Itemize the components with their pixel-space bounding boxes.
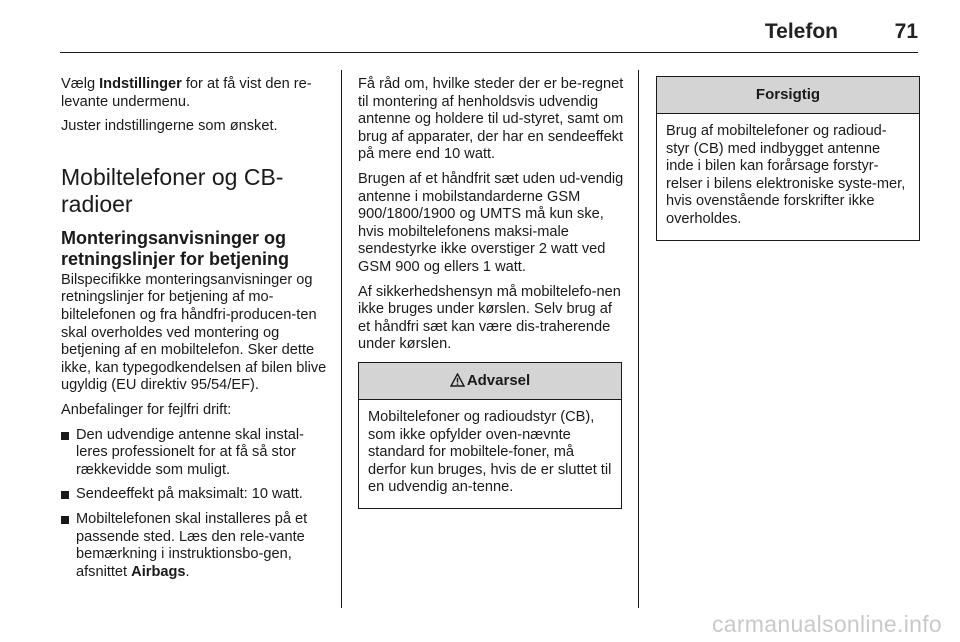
list-item: Sendeeffekt på maksimalt: 10 watt. <box>61 486 327 504</box>
subsection-heading: Monteringsanvisninger og retningslinjer for betjening <box>61 227 290 269</box>
installation-paragraph: Bilspecifikke monteringsanvisninger og retningslinjer for betjening af mo-biltelefonen og fra håndfri-producen-ten skal overholdes ved montering og betjening af en mobiltelefon. Sker dette ikke, kan typegodkendelsen af bilen blive ugyldig (EU direktiv 95/54/EF). <box>61 271 327 394</box>
adjust-paragraph: Juster indstillingerne som ønsket. <box>61 118 278 135</box>
caution-box <box>656 76 920 241</box>
column-divider <box>341 70 342 608</box>
column-divider <box>638 70 639 608</box>
bullet-square-icon <box>61 432 69 440</box>
intro-paragraph: Vælg Indstillinger for at få vist den re-levante undermenu. <box>61 76 312 110</box>
recommendations-list <box>61 427 327 582</box>
bullet-square-icon <box>61 491 69 499</box>
caution-header: Forsigtig <box>657 77 919 114</box>
column-3 <box>656 76 918 241</box>
page-title: Telefon <box>764 20 838 43</box>
warning-title: Advarsel <box>466 371 531 389</box>
menu-term: Indstillinger <box>99 76 182 92</box>
column-1 <box>61 76 327 588</box>
advice-paragraph: Få råd om, hvilke steder der er be-regnet til montering af henholdsvis udvendig antenne og holdere til ud-styret, samt om brug af apparater, der har en sendeeffekt på mere end 10 watt. <box>358 76 624 163</box>
list-item: Den udvendige antenne skal instal-leres professionelt for at få så stor rækkevidde som muligt. <box>61 427 327 480</box>
warning-text: Mobiltelefoner og radioudstyr (CB), som ikke opfylder oven-nævnte standard for mobiltele-foner, må derfor kun bruges, hvis de er sluttet til en udvendig an-tenne. <box>368 408 612 496</box>
bullet-square-icon <box>61 516 69 524</box>
section-heading: Mobiltelefoner og CB-radioer <box>61 163 284 217</box>
recommendations-intro: Anbefalinger for fejlfri drift: <box>61 401 232 418</box>
warning-box <box>358 362 622 509</box>
column-2 <box>358 76 624 509</box>
warning-header <box>359 363 621 400</box>
page-number: 71 <box>894 20 918 43</box>
handsfree-paragraph: Brugen af et håndfrit sæt uden ud-vendig antenne i mobilstandarderne GSM 900/1800/1900 og UMTS må kun ske, hvis mobiltelefonens maksi-male sendestyrke ikke overstiger 2 watt ved GSM 900 og ellers 1 watt. <box>358 170 624 275</box>
page-header <box>60 14 918 53</box>
airbags-reference: Airbags <box>131 563 186 580</box>
warning-triangle-icon <box>450 373 465 387</box>
list-item: Mobiltelefonen skal installeres på et passende sted. Læs den rele-vante bemærkning i instruktionsbo-gen, afsnittet Airbags. <box>61 511 327 581</box>
caution-text: Brug af mobiltelefoner og radioud-styr (CB) med indbygget antenne inde i bilen kan forårsage forstyr-relser i bilens elektroniske syste-mer, hvis ovenstående forskrifter ikke overholdes. <box>666 123 906 227</box>
watermark: carmanualsonline.info <box>711 611 942 637</box>
safety-paragraph: Af sikkerhedshensyn må mobiltelefo-nen ikke bruges under kørslen. Selv brug af et håndfri sæt kan være dis-traherende under kørslen. <box>358 283 621 353</box>
